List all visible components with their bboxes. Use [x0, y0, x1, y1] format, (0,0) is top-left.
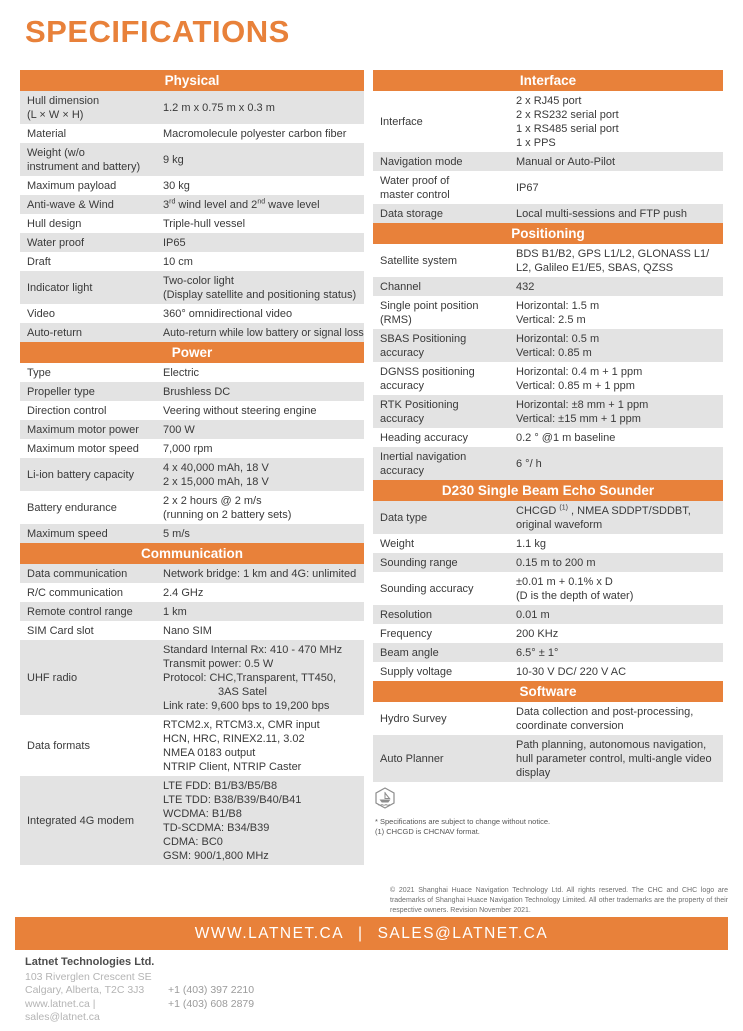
spec-label: DGNSS positioning accuracy: [380, 365, 475, 392]
footnote-line-2: (1) CHCGD is CHCNAV format.: [375, 827, 480, 836]
spec-value: 360° omnidirectional video: [163, 307, 293, 320]
spec-row-channel: [373, 277, 723, 296]
spec-value: Brushless DC: [163, 385, 231, 398]
spec-label: Li-ion battery capacity: [27, 468, 134, 481]
section-header-interface: Interface: [373, 70, 723, 91]
spec-label: Auto-return: [27, 326, 83, 339]
spec-row-integrated-4g-modem: [20, 776, 364, 865]
spec-value: 1.2 m x 0.75 m x 0.3 m: [163, 101, 275, 114]
right-column: [373, 70, 723, 837]
section-header-positioning: Positioning: [373, 223, 723, 244]
footer-bar: [15, 917, 728, 950]
spec-row-maximum-motor-power: [20, 420, 364, 439]
spec-row-r-c-communication: [20, 583, 364, 602]
spec-label: Single point position (RMS): [380, 299, 479, 326]
spec-row-li-ion-battery-capacity: [20, 458, 364, 491]
section-header-d230-single-beam-echo-sounder: D230 Single Beam Echo Sounder: [373, 480, 723, 501]
spec-row-data-formats: [20, 715, 364, 776]
spec-value: 0.01 m: [516, 608, 550, 621]
spec-row-water-proof: [20, 233, 364, 252]
spec-value: Auto-return while low battery or signal loss: [163, 326, 364, 339]
spec-label: Data communication: [27, 567, 128, 580]
spec-label: Weight: [380, 537, 415, 550]
spec-label: Interface: [380, 115, 423, 128]
spec-label: Maximum motor speed: [27, 442, 139, 455]
spec-label: Material: [27, 127, 67, 140]
spec-label: Draft: [27, 255, 51, 268]
footnote-area: [373, 785, 723, 837]
company-contact-line: www.latnet.ca | sales@latnet.ca: [25, 997, 100, 1023]
spec-label: Weight (w/o instrument and battery): [27, 146, 141, 173]
spec-value: CHCGD $^{(1)}$ , NMEA SDDPT/SDDBT, original waveform: [516, 503, 691, 531]
spec-value: 1.1 kg: [516, 537, 546, 550]
spec-label: Hull dimension (L × W × H): [27, 94, 100, 121]
spec-row-sbas-positioning: [373, 329, 723, 362]
spec-label: SBAS Positioning accuracy: [380, 332, 467, 359]
spec-label: Sounding accuracy: [380, 582, 474, 595]
section-header-communication: Communication: [20, 543, 364, 564]
company-address-line2: Calgary, Alberta, T2C 3J3: [25, 984, 145, 996]
spec-value: Triple-hull vessel: [163, 217, 246, 230]
spec-label: Water proof of master control: [380, 174, 450, 201]
spec-label: Auto Planner: [380, 752, 444, 765]
spec-row-beam-angle: [373, 643, 723, 662]
spec-row-satellite-system: [373, 244, 723, 277]
spec-value: 7,000 rpm: [163, 442, 213, 455]
spec-label: Data storage: [380, 207, 443, 220]
spec-label: Battery endurance: [27, 501, 117, 514]
company-name: Latnet Technologies Ltd.: [25, 956, 155, 968]
spec-row-sounding-accuracy: [373, 572, 723, 605]
spec-row-uhf-radio: [20, 640, 364, 715]
left-column: [20, 70, 364, 865]
spec-value: Network bridge: 1 km and 4G: unlimited: [163, 567, 357, 580]
spec-label: SIM Card slot: [27, 624, 94, 637]
spec-value: 3rd wind level and 2nd wave level: [163, 197, 320, 211]
spec-label: Water proof: [27, 236, 85, 249]
spec-label: Maximum payload: [27, 179, 117, 192]
company-address-line1: 103 Riverglen Crescent SE: [25, 970, 152, 983]
spec-row-weight-w-o: [20, 143, 364, 176]
spec-label: Supply voltage: [380, 665, 453, 678]
spec-value: 6.5° ± 1°: [516, 646, 559, 659]
spec-row-sim-card-slot: [20, 621, 364, 640]
footer-website-link[interactable]: WWW.LATNET.CA: [194, 924, 345, 942]
spec-label: RTK Positioning accuracy: [380, 398, 459, 425]
spec-row-remote-control-range: [20, 602, 364, 621]
section-header-power: Power: [20, 342, 364, 363]
spec-label: Direction control: [27, 404, 107, 417]
spec-columns: [20, 70, 723, 865]
spec-row-battery-endurance: [20, 491, 364, 524]
footer-email-link[interactable]: SALES@LATNET.CA: [377, 924, 549, 942]
spec-label: Type: [27, 366, 51, 379]
spec-row-weight: [373, 534, 723, 553]
spec-value: RTCM2.x, RTCM3.x, CMR input HCN, HRC, RINEX2.11, 3.02 NMEA 0183 output NTRIP Client, NTRIP Caster: [163, 718, 320, 773]
spec-row-auto-return: [20, 323, 364, 342]
spec-value: BDS B1/B2, GPS L1/L2, GLONASS L1/ L2, Galileo E1/E5, SBAS, QZSS: [516, 247, 710, 274]
spec-label: Maximum speed: [27, 527, 108, 540]
spec-value: Standard Internal Rx: 410 - 470 MHz Transmit power: 0.5 W Protocol: CHC,Transparent, TT450, 3AS Satel Link rate: 9,600 bps to 19,200 bps: [163, 643, 343, 712]
spec-value: 9 kg: [163, 153, 184, 166]
spec-row-maximum-motor-speed: [20, 439, 364, 458]
spec-value: Veering without steering engine: [163, 404, 317, 417]
spec-value: Horizontal: ±8 mm + 1 ppm Vertical: ±15 mm + 1 ppm: [516, 398, 649, 425]
spec-value: Horizontal: 0.4 m + 1 ppm Vertical: 0.85 m + 1 ppm: [516, 365, 643, 392]
spec-row-propeller-type: [20, 382, 364, 401]
spec-label: Maximum motor power: [27, 423, 139, 436]
spec-row-anti-wave-wind: [20, 195, 364, 214]
spec-row-hull-design: [20, 214, 364, 233]
right-column-tables: [373, 70, 723, 782]
spec-label: Indicator light: [27, 281, 93, 294]
spec-row-dgnss-positioning: [373, 362, 723, 395]
spec-value: Nano SIM: [163, 624, 212, 637]
spec-value: 5 m/s: [163, 527, 190, 540]
spec-value: Local multi-sessions and FTP push: [516, 207, 687, 220]
spec-label: Navigation mode: [380, 155, 463, 168]
spec-row-data-storage: [373, 204, 723, 223]
spec-label: Beam angle: [380, 646, 439, 659]
spec-value: 2 x 2 hours @ 2 m/s (running on 2 battery sets): [163, 494, 292, 521]
spec-label: Anti-wave & Wind: [27, 198, 114, 211]
spec-label: Frequency: [380, 627, 432, 640]
spec-label: Sounding range: [380, 556, 458, 569]
spec-row-maximum-payload: [20, 176, 364, 195]
spec-row-rtk-positioning: [373, 395, 723, 428]
footnote-line-1: * Specifications are subject to change without notice.: [375, 817, 551, 826]
spec-value: 4 x 40,000 mAh, 18 V 2 x 15,000 mAh, 18 V: [163, 461, 269, 488]
spec-label: Remote control range: [27, 605, 133, 618]
spec-value: 700 W: [163, 423, 195, 436]
spec-value: 10-30 V DC/ 220 V AC: [516, 665, 627, 678]
spec-label: Resolution: [380, 608, 432, 621]
spec-value: Two-color light (Display satellite and positioning status): [163, 274, 357, 301]
spec-value: Path planning, autonomous navigation, hull parameter control, multi-angle video display: [516, 738, 712, 779]
spec-row-material: [20, 124, 364, 143]
spec-value: Horizontal: 0.5 m Vertical: 0.85 m: [516, 332, 600, 359]
section-header-software: Software: [373, 681, 723, 702]
spec-row-frequency: [373, 624, 723, 643]
spec-value: Data collection and post-processing, coordinate conversion: [516, 705, 694, 732]
spec-row-direction-control: [20, 401, 364, 420]
spec-row-interface: [373, 91, 723, 152]
spec-label: Heading accuracy: [380, 431, 469, 444]
spec-row-type: [20, 363, 364, 382]
spec-value: 10 cm: [163, 255, 193, 268]
spec-row-navigation-mode: [373, 152, 723, 171]
spec-row-heading-accuracy: [373, 428, 723, 447]
page-title: SPECIFICATIONS: [25, 14, 290, 49]
spec-row-auto-planner: [373, 735, 723, 782]
company-phone-1: +1 (403) 397 2210: [168, 984, 255, 996]
spec-row-hull-dimension: [20, 91, 364, 124]
spec-value: ±0.01 m + 0.1% x D (D is the depth of water): [516, 575, 634, 602]
spec-value: Macromolecule polyester carbon fiber: [163, 127, 347, 140]
footer-separator: |: [358, 924, 364, 942]
spec-label: R/C communication: [27, 586, 123, 599]
spec-row-inertial-navigation: [373, 447, 723, 480]
spec-value: IP67: [516, 181, 539, 194]
spec-value: 2.4 GHz: [163, 586, 204, 599]
spec-label: Propeller type: [27, 385, 95, 398]
spec-label: Data formats: [27, 739, 90, 752]
spec-value: 432: [516, 280, 535, 293]
company-block: [25, 956, 254, 1025]
spec-row-water-proof-of: [373, 171, 723, 204]
spec-value: Horizontal: 1.5 m Vertical: 2.5 m: [516, 299, 600, 326]
spec-value: 0.15 m to 200 m: [516, 556, 596, 569]
spec-value: 2 x RJ45 port 2 x RS232 serial port 1 x RS485 serial port 1 x PPS: [516, 94, 619, 149]
spec-value: LTE FDD: B1/B3/B5/B8 LTE TDD: B38/B39/B40/B41 WCDMA: B1/B8 TD-SCDMA: B34/B39 CDMA: BC0 GSM: 900/1,800 MHz: [163, 779, 302, 862]
spec-row-video: [20, 304, 364, 323]
spec-row-sounding-range: [373, 553, 723, 572]
spec-value: 1 km: [163, 605, 187, 618]
spec-value: IP65: [163, 236, 186, 249]
spec-row-draft: [20, 252, 364, 271]
spec-label: Channel: [380, 280, 421, 293]
spec-label: Satellite system: [380, 254, 458, 267]
copyright-text: © 2021 Shanghai Huace Navigation Technology Ltd. All rights reserved. The CHC and CHC logo are trademarks of Shanghai Huace Navigation Technology Limited. All other trademarks are the property of their respective owners. Revision November 2021.: [390, 887, 728, 914]
spec-label: Inertial navigation accuracy: [380, 450, 467, 477]
spec-label: Data type: [380, 511, 428, 524]
spec-value: 0.2 ° @1 m baseline: [516, 431, 616, 444]
spec-row-data-type: [373, 501, 723, 534]
spec-label: Integrated 4G modem: [27, 814, 135, 827]
boat-badge-icon: [375, 787, 723, 814]
spec-value: Electric: [163, 366, 200, 379]
spec-value: Manual or Auto-Pilot: [516, 155, 616, 168]
spec-row-supply-voltage: [373, 662, 723, 681]
company-phone-2: +1 (403) 608 2879: [168, 997, 255, 1010]
section-header-physical: Physical: [20, 70, 364, 91]
spec-label: Hydro Survey: [380, 712, 447, 725]
spec-row-single-point-position: [373, 296, 723, 329]
spec-value: 30 kg: [163, 179, 190, 192]
spec-label: Hull design: [27, 217, 82, 230]
spec-value: 200 KHz: [516, 627, 559, 640]
spec-row-data-communication: [20, 564, 364, 583]
spec-label: UHF radio: [27, 671, 78, 684]
spec-row-resolution: [373, 605, 723, 624]
left-column-tables: [20, 70, 364, 865]
spec-value: 6 °/ h: [516, 457, 542, 470]
spec-row-indicator-light: [20, 271, 364, 304]
spec-label: Video: [27, 307, 55, 320]
spec-row-maximum-speed: [20, 524, 364, 543]
spec-row-hydro-survey: [373, 702, 723, 735]
